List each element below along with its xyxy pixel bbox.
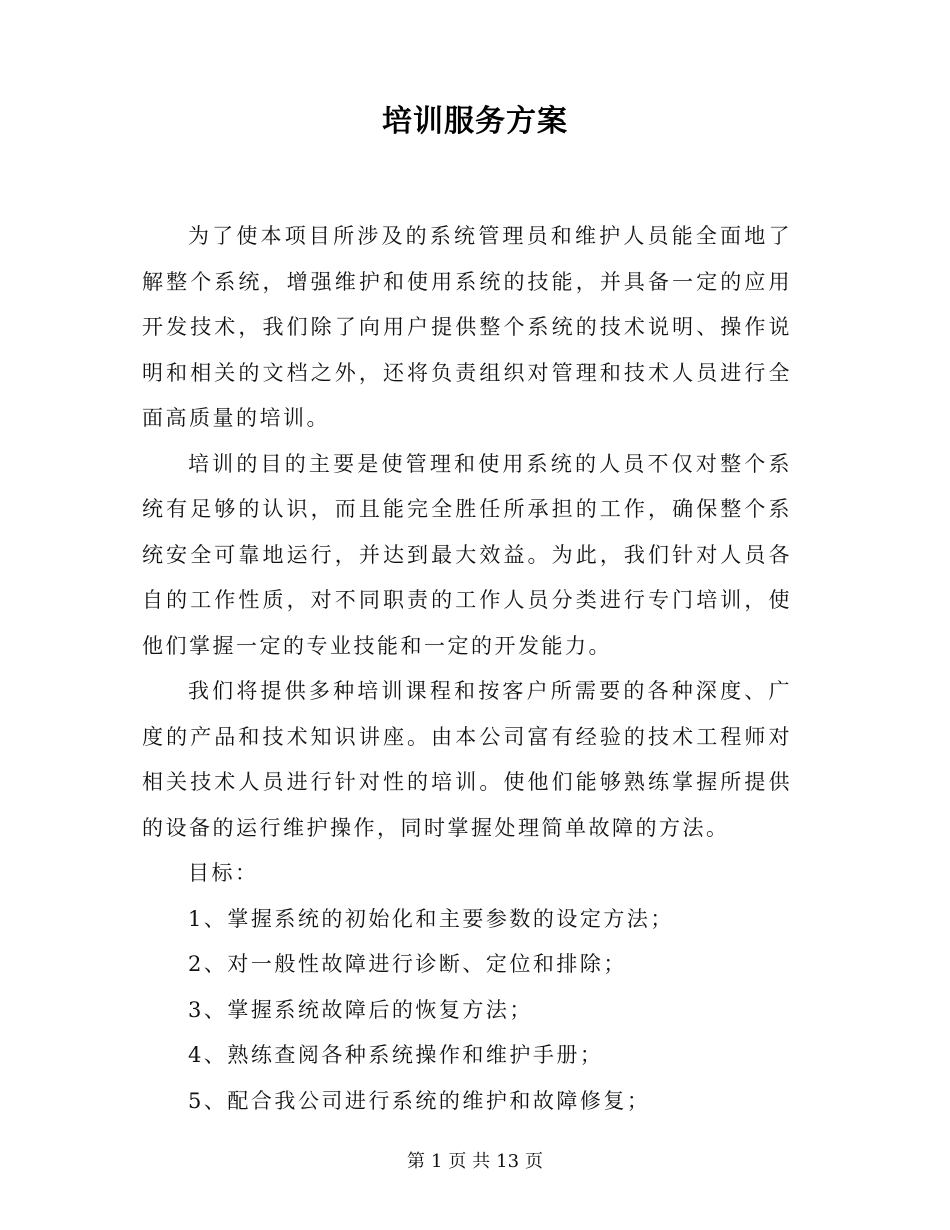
page-footer xyxy=(0,1148,950,1176)
page-number: 1 xyxy=(430,1151,443,1172)
objective-item: 2、对一般性故障进行诊断、定位和排除； xyxy=(188,952,627,976)
objective-item: 5、配合我公司进行系统的维护和故障修复； xyxy=(188,1088,651,1113)
paragraph-purpose: 培训的目的主要是使管理和使用系统的人员不仅对整个系统有足够的认识，而且能完全胜任所承担的工作，确保整个系统安全可靠地运行，并达到最大效益。为此，我们针对人员各自的工作性质，对不同职责的工作人员分类进行专门培训，使他们掌握一定的专业技能和一定的开发能力。 xyxy=(142,451,792,658)
page-label-mid: 页 共 xyxy=(448,1151,491,1172)
objective-item: 3、掌握系统故障后的恢复方法； xyxy=(188,997,533,1022)
page-label-prefix: 第 xyxy=(406,1151,425,1172)
paragraph-courses: 我们将提供多种培训课程和按客户所需要的各种深度、广度的产品和技术知识讲座。由本公司富有经验的技术工程师对相关技术人员进行针对性的培训。使他们能够熟练掌握所提供的设备的运行维护操作，同时掌握处理简单故障的方法。 xyxy=(142,679,792,840)
total-pages: 13 xyxy=(496,1151,520,1172)
document-body xyxy=(142,214,792,1124)
objective-item: 4、熟练查阅各种系统操作和维护手册； xyxy=(188,1043,604,1067)
objectives-heading: 目标： xyxy=(188,861,259,885)
page-label-suffix: 页 xyxy=(525,1151,544,1172)
paragraph-intro: 为了使本项目所涉及的系统管理员和维护人员能全面地了解整个系统，增强维护和使用系统的技能，并具备一定的应用开发技术，我们除了向用户提供整个系统的技术说明、操作说明和相关的文档之外，还将负责组织对管理和技术人员进行全面高质量的培训。 xyxy=(142,224,792,430)
document-title: 培训服务方案 xyxy=(382,104,568,139)
objective-item: 1、掌握系统的初始化和主要参数的设定方法； xyxy=(188,906,674,931)
